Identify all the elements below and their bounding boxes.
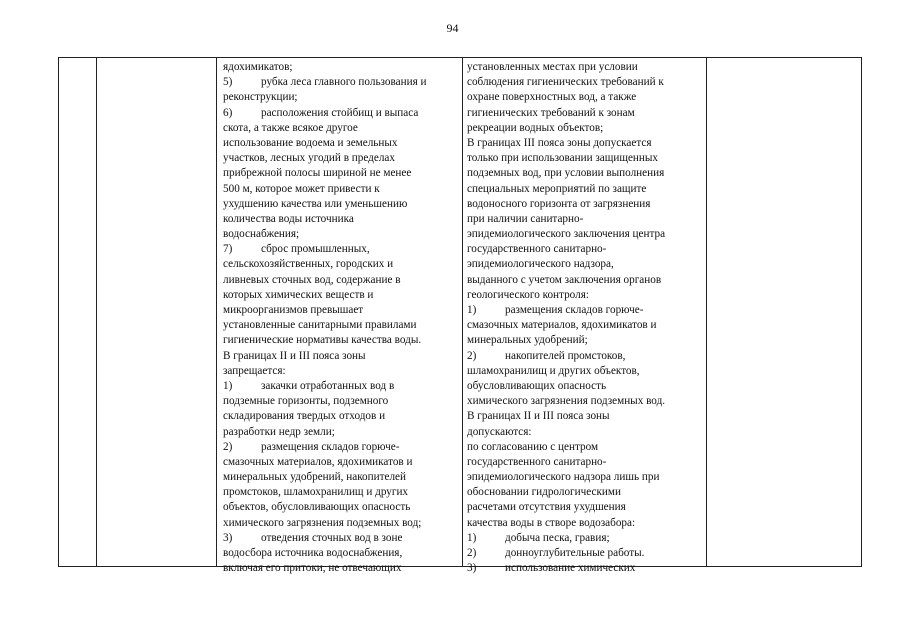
text-line [223, 440, 427, 455]
text-line [223, 561, 427, 576]
text-line [467, 394, 665, 409]
line-text: шламохранилищ и других объектов, [467, 364, 640, 377]
text-line [223, 75, 427, 90]
line-text: сброс промышленных, [261, 243, 370, 256]
line-text: отведения сточных вод в зоне [261, 531, 403, 544]
text-line [223, 151, 427, 166]
line-text: ухудшению качества или уменьшению [223, 197, 408, 210]
line-text: размещения складов горюче- [261, 440, 400, 453]
text-line [467, 136, 665, 151]
column-divider [706, 58, 707, 566]
text-line [467, 60, 665, 75]
text-line [223, 333, 427, 348]
text-line [467, 182, 665, 197]
line-text: ливневых сточных вод, содержание в [223, 273, 401, 286]
line-text: 500 м, которое может привести к [223, 182, 380, 195]
list-item-number: 7) [223, 243, 233, 256]
text-line [223, 470, 427, 485]
line-text: В границах II и III пояса зоны [223, 349, 366, 362]
line-text: химического загрязнения подземных вод; [223, 516, 422, 529]
text-line [223, 212, 427, 227]
text-line [223, 273, 427, 288]
line-text: прибрежной полосы шириной не менее [223, 167, 412, 180]
text-line [467, 106, 665, 121]
column-divider [216, 58, 217, 566]
line-text: эпидемиологического надзора, [467, 258, 614, 271]
list-item-number: 6) [223, 106, 233, 119]
line-text: специальных мероприятий по защите [467, 182, 647, 195]
text-line [467, 364, 665, 379]
text-line [467, 561, 665, 576]
line-text: закачки отработанных вод в [261, 379, 395, 392]
list-item-number: 1) [223, 379, 233, 392]
line-text: подземных вод, при условии выполнения [467, 167, 665, 180]
text-line [223, 531, 427, 546]
line-text: допускаются: [467, 425, 532, 438]
line-text: В границах III пояса зоны допускается [467, 136, 652, 149]
text-line [467, 516, 665, 531]
text-line [467, 440, 665, 455]
line-text: расположения стойбищ и выпаса [261, 106, 419, 119]
text-line [223, 242, 427, 257]
line-text: размещения складов горюче- [505, 304, 644, 316]
text-line [467, 273, 665, 288]
list-item-number: 5) [223, 76, 233, 89]
list-item-number: 2) [467, 547, 477, 559]
line-text: установленные санитарными правилами [223, 319, 417, 332]
text-line [467, 485, 665, 500]
text-line [467, 409, 665, 424]
text-line [467, 349, 665, 364]
line-text: охране поверхностных вод, а также [467, 91, 637, 104]
line-text: водоносного горизонта от загрязнения [467, 197, 651, 210]
text-line [223, 257, 427, 272]
text-line [223, 197, 427, 212]
text-line [467, 212, 665, 227]
text-line [467, 227, 665, 242]
text-line [223, 409, 427, 424]
column-restrictions-text [223, 60, 427, 576]
line-text: использование водоема и земельных [223, 136, 398, 149]
text-line [467, 75, 665, 90]
line-text: которых химических веществ и [223, 288, 374, 301]
text-line [467, 166, 665, 181]
line-text: складирования твердых отходов и [223, 410, 386, 423]
text-line [223, 227, 427, 242]
text-line [223, 136, 427, 151]
line-text: накопителей промстоков, [505, 349, 626, 362]
line-text: геологического контроля: [467, 288, 589, 301]
text-line [223, 318, 427, 333]
text-line [467, 90, 665, 105]
line-text: минеральных удобрений; [467, 334, 588, 347]
text-line [223, 485, 427, 500]
list-item-number: 2) [223, 440, 233, 453]
line-text: при наличии санитарно- [467, 212, 584, 225]
line-text: объектов, обусловливающих опасность [223, 501, 411, 514]
text-line [223, 516, 427, 531]
text-line [223, 303, 427, 318]
text-line [467, 318, 665, 333]
line-text: разработки недр земли; [223, 425, 335, 438]
text-line [223, 90, 427, 105]
line-text: гигиенических требований к зонам [467, 106, 635, 119]
text-line [467, 242, 665, 257]
line-text: реконструкции; [223, 91, 298, 104]
line-text: промстоков, шламохранилищ и других [223, 486, 409, 499]
line-text: государственного санитарно- [467, 455, 607, 468]
line-text: микроорганизмов превышает [223, 304, 364, 316]
text-line [467, 500, 665, 515]
text-line [223, 379, 427, 394]
text-line [223, 106, 427, 121]
line-text: количества воды источника [223, 212, 354, 225]
text-line [223, 500, 427, 515]
line-text: донноуглубительные работы. [505, 547, 645, 559]
line-text: эпидемиологического заключения центра [467, 228, 666, 241]
text-line [467, 546, 665, 561]
list-item-number: 2) [467, 349, 477, 362]
text-line [223, 425, 427, 440]
line-text: гигиенические нормативы качества воды. [223, 334, 422, 347]
line-text: рекреации водных объектов; [467, 121, 604, 134]
line-text: участков, лесных угодий в пределах [223, 152, 395, 165]
line-text: минеральных удобрений, накопителей [223, 471, 407, 484]
line-text: только при использовании защищенных [467, 152, 659, 165]
text-line [223, 455, 427, 470]
line-text: ядохимикатов; [223, 61, 293, 73]
text-line [467, 379, 665, 394]
line-text: водосбора источника водоснабжения, [223, 547, 403, 559]
line-text: подземные горизонты, подземного [223, 395, 389, 408]
text-line [467, 470, 665, 485]
text-line [467, 455, 665, 470]
line-text: запрещается: [223, 364, 286, 377]
column-divider [96, 58, 97, 566]
line-text: качества воды в створе водозабора: [467, 516, 636, 529]
list-item-number: 1) [467, 304, 477, 316]
text-line [223, 121, 427, 136]
line-text: обусловливающих опасность [467, 379, 607, 392]
line-text: эпидемиологического надзора лишь при [467, 471, 660, 484]
line-text: добыча песка, гравия; [505, 531, 610, 544]
text-line [467, 257, 665, 272]
text-line [467, 425, 665, 440]
page-number: 94 [446, 21, 459, 35]
line-text: расчетами отсутствия ухудшения [467, 501, 626, 514]
line-text: химического загрязнения подземных вод. [467, 395, 666, 408]
line-text: обосновании гидрологическими [467, 486, 621, 499]
list-item-number: 3) [467, 562, 477, 575]
line-text: рубка леса главного пользования и [261, 76, 427, 89]
line-text: использование химических [505, 562, 636, 575]
line-text: смазочных материалов, ядохимикатов и [223, 455, 413, 468]
text-line [223, 166, 427, 181]
line-text: выданного с учетом заключения органов [467, 273, 662, 286]
line-text: В границах II и III пояса зоны [467, 410, 610, 423]
line-text: по согласованию с центром [467, 440, 599, 453]
list-item-number: 1) [467, 531, 477, 544]
line-text: водоснабжения; [223, 228, 300, 241]
text-line [467, 197, 665, 212]
column-conditions-text [467, 60, 665, 576]
text-line [467, 121, 665, 136]
line-text: установленных местах при условии [467, 61, 638, 73]
text-line [467, 151, 665, 166]
text-line [467, 288, 665, 303]
text-line [223, 349, 427, 364]
text-line [223, 182, 427, 197]
text-line [467, 333, 665, 348]
line-text: смазочных материалов, ядохимикатов и [467, 319, 657, 332]
column-divider [462, 58, 463, 566]
text-line [223, 60, 427, 75]
text-line [223, 546, 427, 561]
line-text: скота, а также всякое другое [223, 121, 358, 134]
regulations-table [58, 57, 862, 575]
line-text: государственного санитарно- [467, 243, 607, 256]
line-text: сельскохозяйственных, городских и [223, 258, 394, 271]
text-line [223, 364, 427, 379]
text-line [223, 394, 427, 409]
text-line [467, 303, 665, 318]
text-line [223, 288, 427, 303]
line-text: включая его притоки, не отвечающих [223, 562, 402, 575]
text-line [467, 531, 665, 546]
line-text: соблюдения гигиенических требований к [467, 76, 664, 89]
list-item-number: 3) [223, 531, 233, 544]
